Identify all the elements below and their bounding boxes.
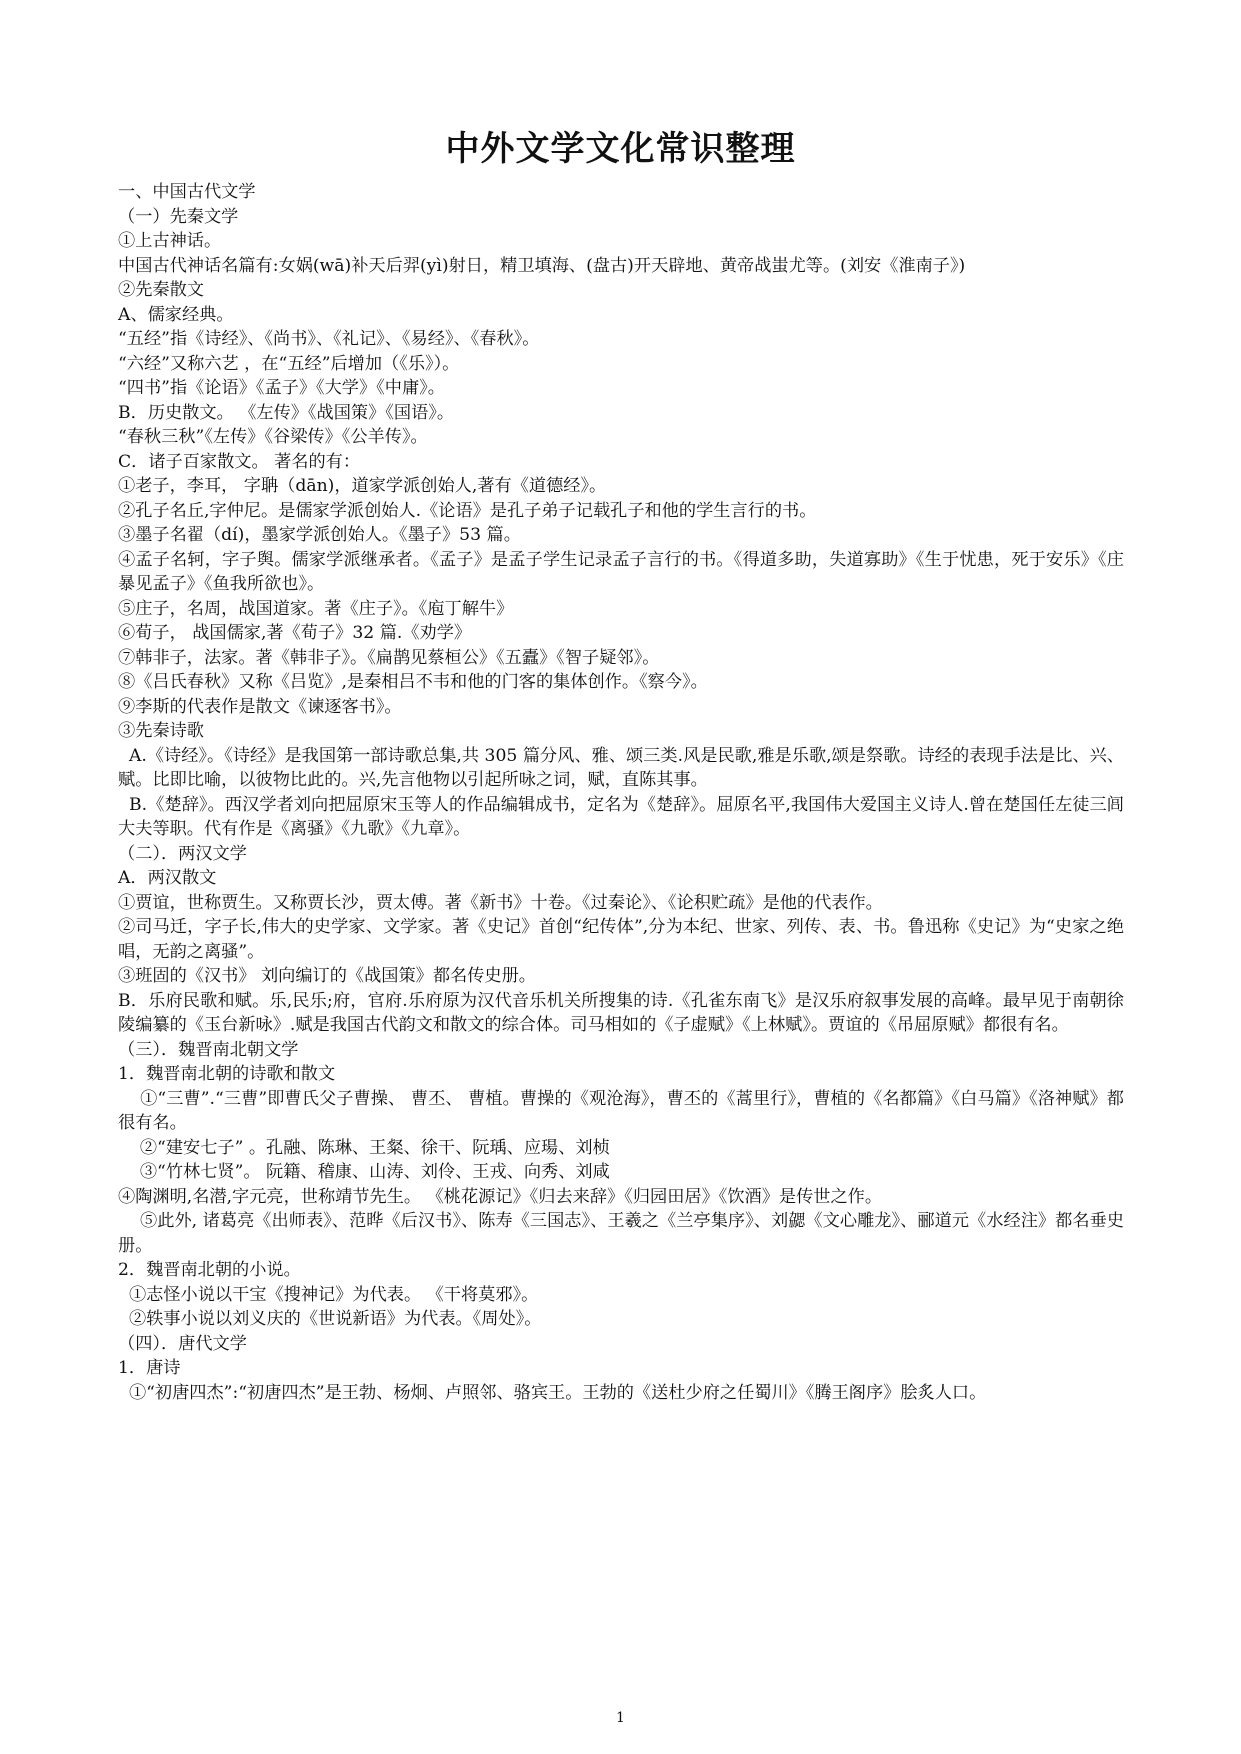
body-line: ①“初唐四杰”:“初唐四杰”是王勃、杨炯、卢照邻、骆宾王。王勃的《送杜少府之任蜀川》《腾王阁序》脍炙人口。 (118, 1382, 987, 1403)
body-line: B．历史散文。 《左传》《战国策》《国语》。 (118, 402, 455, 423)
document-body (118, 180, 1124, 1405)
body-line: ①老子，李耳， 字聃（dān)，道家学派创始人,著有《道德经》。 (118, 476, 607, 496)
body-line: 1．魏晋南北朝的诗歌和散文 (118, 1064, 336, 1084)
body-line: B.《楚辞》。西汉学者刘向把屈原宋玉等人的作品编辑成书，定名为《楚辞》。屈原名平,我国伟大爱国主义诗人.曾在楚国任左徒三闾大夫等职。代有作是《离骚》《九歌》《九章》。 (118, 794, 1124, 839)
body-line: ⑤此外, 诸葛亮《出师表》、范晔《后汉书》、陈寿《三国志》、王羲之《兰亭集序》、刘勰《文心雕龙》、郦道元《水经注》都名垂史册。 (118, 1211, 1124, 1256)
body-line: ⑤庄子，名周，战国道家。著《庄子》。《庖丁解牛》 (118, 598, 514, 619)
body-line: “四书”指《论语》《孟子》《大学》《中庸》。 (118, 378, 445, 398)
body-line: ①志怪小说以干宝《搜神记》为代表。 《干将莫邪》。 (118, 1284, 539, 1305)
body-line: ⑨李斯的代表作是散文《谏逐客书》。 (118, 696, 402, 717)
body-line: “春秋三秋”《左传》《谷梁传》《公羊传》。 (118, 427, 428, 447)
document-title: 中外文学文化常识整理 (445, 129, 796, 169)
body-line: ③先秦诗歌 (118, 721, 204, 741)
body-line: ②轶事小说以刘义庆的《世说新语》为代表。《周处》。 (118, 1309, 542, 1329)
body-line: ④孟子名轲，字子舆。儒家学派继承者。《孟子》是孟子学生记录孟子言行的书。《得道多助，失道寡助》《生于忧患，死于安乐》《庄暴见孟子》《鱼我所欲也》。 (118, 549, 1124, 594)
body-line: ②司马迁，字子长,伟大的史学家、文学家。著《史记》首创“纪传体”,分为本纪、世家、列传、表、书。鲁迅称《史记》为“史家之绝唱，无韵之离骚”。 (118, 917, 1124, 962)
body-line: （二）．两汉文学 (118, 843, 247, 864)
body-line: 1．唐诗 (118, 1358, 181, 1378)
body-line: ②先秦散文 (118, 280, 204, 300)
body-line: 2．魏晋南北朝的小说。 (118, 1260, 301, 1280)
body-line: A、儒家经典。 (118, 304, 234, 325)
body-line: ②孔子名丘,字仲尼。是儒家学派创始人.《论语》是孔子弟子记载孔子和他的学生言行的书。 (118, 500, 817, 521)
body-line: ③班固的《汉书》 刘向编订的《战国策》都名传史册。 (118, 966, 536, 986)
body-line: B．乐府民歌和赋。乐,民乐;府，官府.乐府原为汉代音乐机关所搜集的诗.《孔雀东南飞》是汉乐府叙事发展的高峰。最早见于南朝徐陵编纂的《玉台新咏》.赋是我国古代韵文和散文的综合体。司马相如的《子虚赋》《上林赋》。贾谊的《吊屈原赋》都很有名。 (118, 990, 1124, 1035)
body-line: ②“建安七子” 。孔融、陈琳、王粲、徐干、阮瑀、应瑒、刘桢 (118, 1137, 610, 1158)
body-line: A.《诗经》。《诗经》是我国第一部诗歌总集,共 305 篇分风、雅、颂三类.风是民歌,雅是乐歌,颂是祭歌。诗经的表现手法是比、兴、赋。比即比喻，以彼物比此的。兴,先言他物以引起所咏之词，赋，直陈其事。 (118, 745, 1124, 790)
body-line: ③墨子名翟（dí)，墨家学派创始人。《墨子》53 篇。 (118, 525, 521, 545)
body-line: ①上古神话。 (118, 231, 222, 251)
body-line: ①贾谊，世称贾生。又称贾长沙，贾太傅。著《新书》十卷。《过秦论》、《论积贮疏》是他的代表作。 (118, 892, 883, 913)
body-line: （一）先秦文学 (118, 206, 239, 227)
body-line: ⑧《吕氏春秋》又称《吕览》,是秦相吕不韦和他的门客的集体创作。《察今》。 (118, 672, 708, 692)
body-line: ⑦韩非子，法家。著《韩非子》。《扁鹊见蔡桓公》《五蠹》《智子疑邻》。 (118, 647, 660, 668)
body-line: “五经”指《诗经》、《尚书》、《礼记》、《易经》、《春秋》。 (118, 329, 540, 349)
body-line: A．两汉散文 (118, 868, 217, 888)
body-line: ①“三曹”.“三曹”即曹氏父子曹操、 曹丕、 曹植。曹操的《观沧海》，曹丕的《蒿里行》，曹植的《名都篇》《白马篇》《洛神赋》都很有名。 (118, 1088, 1124, 1133)
body-line: ⑥荀子， 战国儒家,著《荀子》32 篇.《劝学》 (118, 623, 472, 643)
body-line: ④陶渊明,名潜,字元亮，世称靖节先生。 《桃花源记》《归去来辞》《归园田居》《饮酒》是传世之作。 (118, 1186, 883, 1207)
body-line: （三）．魏晋南北朝文学 (118, 1039, 299, 1060)
body-line: （四）．唐代文学 (118, 1333, 247, 1354)
body-line: C．诸子百家散文。 著名的有： (118, 451, 361, 472)
page-number: 1 (616, 1710, 625, 1726)
body-line: “六经”又称六艺 ，在“五经”后增加（《乐》）。 (118, 353, 460, 374)
body-line: 中国古代神话名篇有:女娲(wā)补天后羿(yì)射日，精卫填海、(盘古)开天辟地、黄帝战蚩尤等。(刘安《淮南子》) (118, 255, 966, 276)
body-line: ③“竹林七贤”。 阮籍、稽康、山涛、刘伶、王戎、向秀、刘咸 (118, 1162, 610, 1182)
body-line: 一、中国古代文学 (118, 182, 256, 202)
